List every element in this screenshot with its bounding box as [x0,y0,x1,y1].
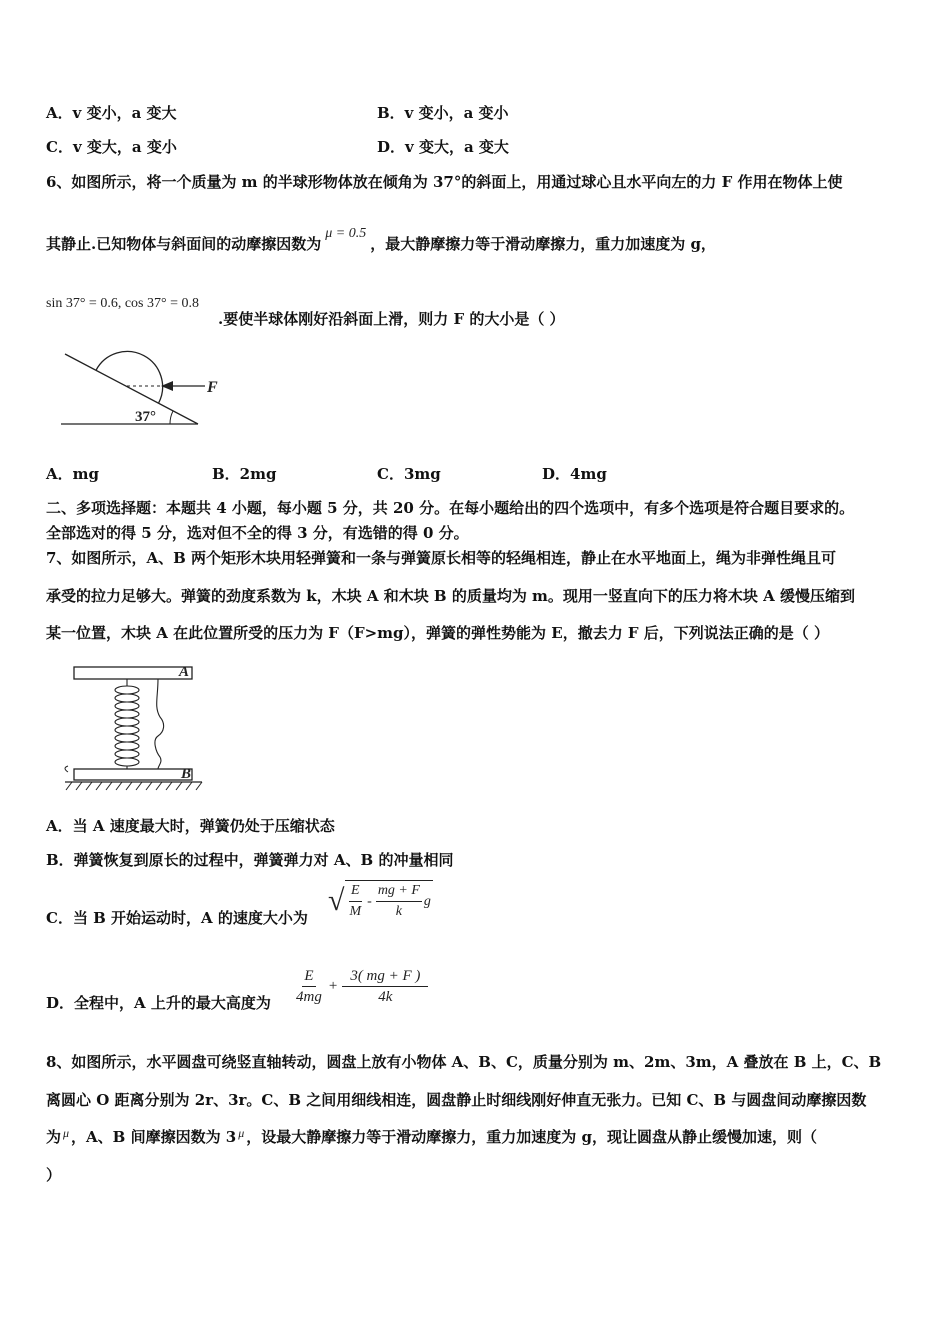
q7-stem-line1: 7、如图所示，A、B 两个矩形木块用轻弹簧和一条与弹簧原长相等的轻绳相连，静止在水平地面上，绳为非弹性绳且可 [46,549,836,567]
q7-option-d-formula: $\frac{E}{4mg}$ + $\frac{3( mg + F )}{4k}$ [294,966,428,1007]
q8-stem-line2: 离圆心 O 距离分别为 2r、3r。C、B 之间用细线相连，圆盘静止时细线刚好伸直无张力。已知 C、B 与圆盘间动摩擦因数 [46,1091,867,1109]
q7-c-fraction-2: $\frac{mg + F}{k}$ [377,883,420,919]
q6-mu-formula: μ = 0.5 [325,226,367,241]
q6-angle-label: 37° [135,409,156,425]
q6-option-a: A．mg [46,465,99,483]
q6-option-c: C．3mg [377,465,441,483]
q7-stem-line2: 承受的拉力足够大。弹簧的劲度系数为 k，木块 A 和木块 B 的质量均为 m。现用一竖直向下的压力将木块 A 缓慢压缩到 [46,587,856,605]
q6-stem-line3: .要使半球体刚好沿斜面上滑，则力 F 的大小是（ ） [218,310,565,328]
q7-d-fraction-1: $\frac{E}{4mg}$ [296,968,322,1005]
q7-option-c-text: C．当 B 开始运动时，A 的速度大小为 [46,909,308,927]
section2-instructions-line1: 二、多项选择题：本题共 4 小题，每小题 5 分，共 20 分。在每小题给出的四个选项中，有多个选项是符合题目要求的。 [46,499,855,517]
q8-stem-line3: 为 $^\mu$ ，A、B 间摩擦因数为 3 $^\mu$ ，设最大静摩擦力等于滑动摩擦力，重力加速度为 g，现让圆盘从静止缓慢加速，则（ [46,1126,817,1146]
section2-instructions-line2: 全部选对的得 5 分，选对但不全的得 3 分，有选错的得 0 分。 [46,524,469,542]
q7-option-c-formula [328,879,433,923]
q8-mu-symbol-1: μ [63,1126,70,1140]
q6-incline-figure [55,345,235,430]
q7-c-fraction-1: $\frac{E}{M}$ [349,883,362,919]
q6-stem-line2 [46,226,716,254]
q5-option-a: A．v 变小，a 变大 [46,104,177,122]
q6-trig-formula: sin 37° = 0.6, cos 37° = 0.8 [46,296,199,311]
q7-d-fraction-2: $\frac{3( mg + F )}{4k}$ [342,966,428,1007]
q7-option-b: B．弹簧恢复到原长的过程中，弹簧弹力对 A、B 的冲量相同 [46,851,454,869]
q5-option-c: C．v 变大，a 变小 [46,138,177,156]
q6-force-label: F [207,379,218,396]
q8-stem-line4: ） [46,1166,62,1184]
q7-option-a: A．当 A 速度最大时，弹簧仍处于压缩状态 [46,817,335,835]
q7-stem-line3: 某一位置，木块 A 在此位置所受的压力为 F（F>mg），弹簧的弹性势能为 E，撤去力 F 后，下列说法正确的是（ ） [46,624,830,642]
q7-sqrt-sign: √ [328,884,345,917]
q7-sqrt-body: $\frac{E}{M}$ - $\frac{mg + F}{k}$ g [345,880,432,922]
q6-option-d: D．4mg [542,465,607,483]
q6-stem-line2-text: 其静止.已知物体与斜面间的动摩擦因数为 [46,235,322,253]
q6-option-b: B．2mg [212,465,277,483]
q6-stem-line1: 6、如图所示，将一个质量为 m 的半球形物体放在倾角为 37°的斜面上，用通过球心且水平向左的力 F 作用在物体上使 [46,173,843,191]
q5-option-d: D．v 变大，a 变大 [377,138,509,156]
q7-spring-figure [60,662,210,797]
q7-option-d-text: D．全程中，A 上升的最大高度为 [46,994,271,1012]
q8-mu-symbol-2: μ [238,1126,245,1140]
q8-stem-line1: 8、如图所示，水平圆盘可绕竖直轴转动，圆盘上放有小物体 A、B、C，质量分别为 m、2m、3m，A 叠放在 B 上，C、B [46,1053,882,1071]
q6-stem-line2-rest: ，最大静摩擦力等于滑动摩擦力，重力加速度为 g， [370,235,716,253]
q7-block-b-label: B [181,766,192,782]
q7-block-a-label: A [179,664,190,680]
q5-option-b: B．v 变小，a 变小 [377,104,509,122]
